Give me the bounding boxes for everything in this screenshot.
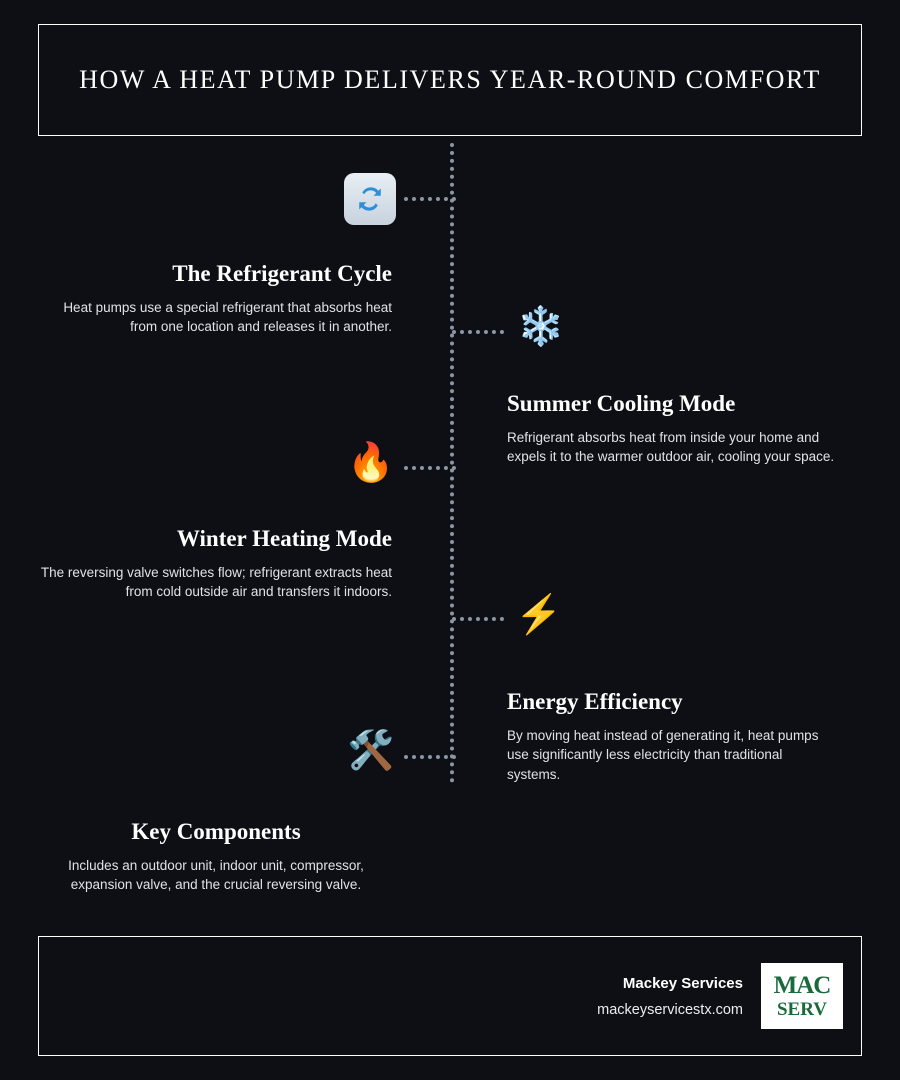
- tools-icon: 🛠️: [347, 730, 395, 772]
- step-key-components: [40, 818, 392, 895]
- step-description: Includes an outdoor unit, indoor unit, compressor, expansion valve, and the crucial reversing valve.: [68, 857, 364, 893]
- footer-panel: [38, 936, 862, 1056]
- connector-step-4: [452, 617, 504, 621]
- footer-text-block: [597, 975, 743, 1018]
- connector-step-5: [404, 755, 456, 759]
- step-title: The Refrigerant Cycle: [172, 261, 392, 286]
- footer-content: [597, 963, 843, 1029]
- logo-line-1: MAC: [773, 972, 831, 999]
- connector-step-3: [404, 466, 456, 470]
- step-energy-efficiency: [507, 688, 837, 784]
- step-summer-cooling: [507, 390, 845, 467]
- step-description: By moving heat instead of generating it, heat pumps use significantly less electricity than traditional systems.: [507, 727, 819, 782]
- step-title: Winter Heating Mode: [176, 526, 392, 551]
- step-description: Refrigerant absorbs heat from inside your home and expels it to the warmer outdoor air, cooling your space.: [507, 429, 835, 465]
- recycle-arrows-icon: [344, 173, 396, 225]
- step-description: Heat pumps use a special refrigerant that absorbs heat from one location and releases it in another.: [63, 299, 392, 335]
- connector-step-2: [452, 330, 504, 334]
- connector-step-1: [404, 197, 456, 201]
- step-title: Summer Cooling Mode: [507, 391, 736, 416]
- header-panel: [38, 24, 862, 136]
- company-name: Mackey Services: [622, 974, 743, 992]
- company-logo: [761, 963, 843, 1029]
- timeline-spine: [450, 143, 454, 783]
- step-description: The reversing valve switches flow; refrigerant extracts heat from cold outside air and transfers it indoors.: [40, 564, 392, 600]
- lightning-bolt-icon: ⚡: [515, 594, 563, 636]
- page-title: HOW A HEAT PUMP DELIVERS YEAR-ROUND COMFORT: [79, 65, 821, 94]
- step-refrigerant-cycle: [40, 260, 392, 337]
- company-website[interactable]: mackeyservicestx.com: [597, 1001, 743, 1018]
- step-winter-heating: [40, 525, 392, 602]
- step-title: Energy Efficiency: [507, 689, 683, 714]
- logo-line-2: SERV: [776, 999, 827, 1020]
- fire-icon: 🔥: [347, 442, 395, 484]
- step-title: Key Components: [131, 819, 301, 844]
- snowflake-icon: ❄️: [517, 306, 565, 348]
